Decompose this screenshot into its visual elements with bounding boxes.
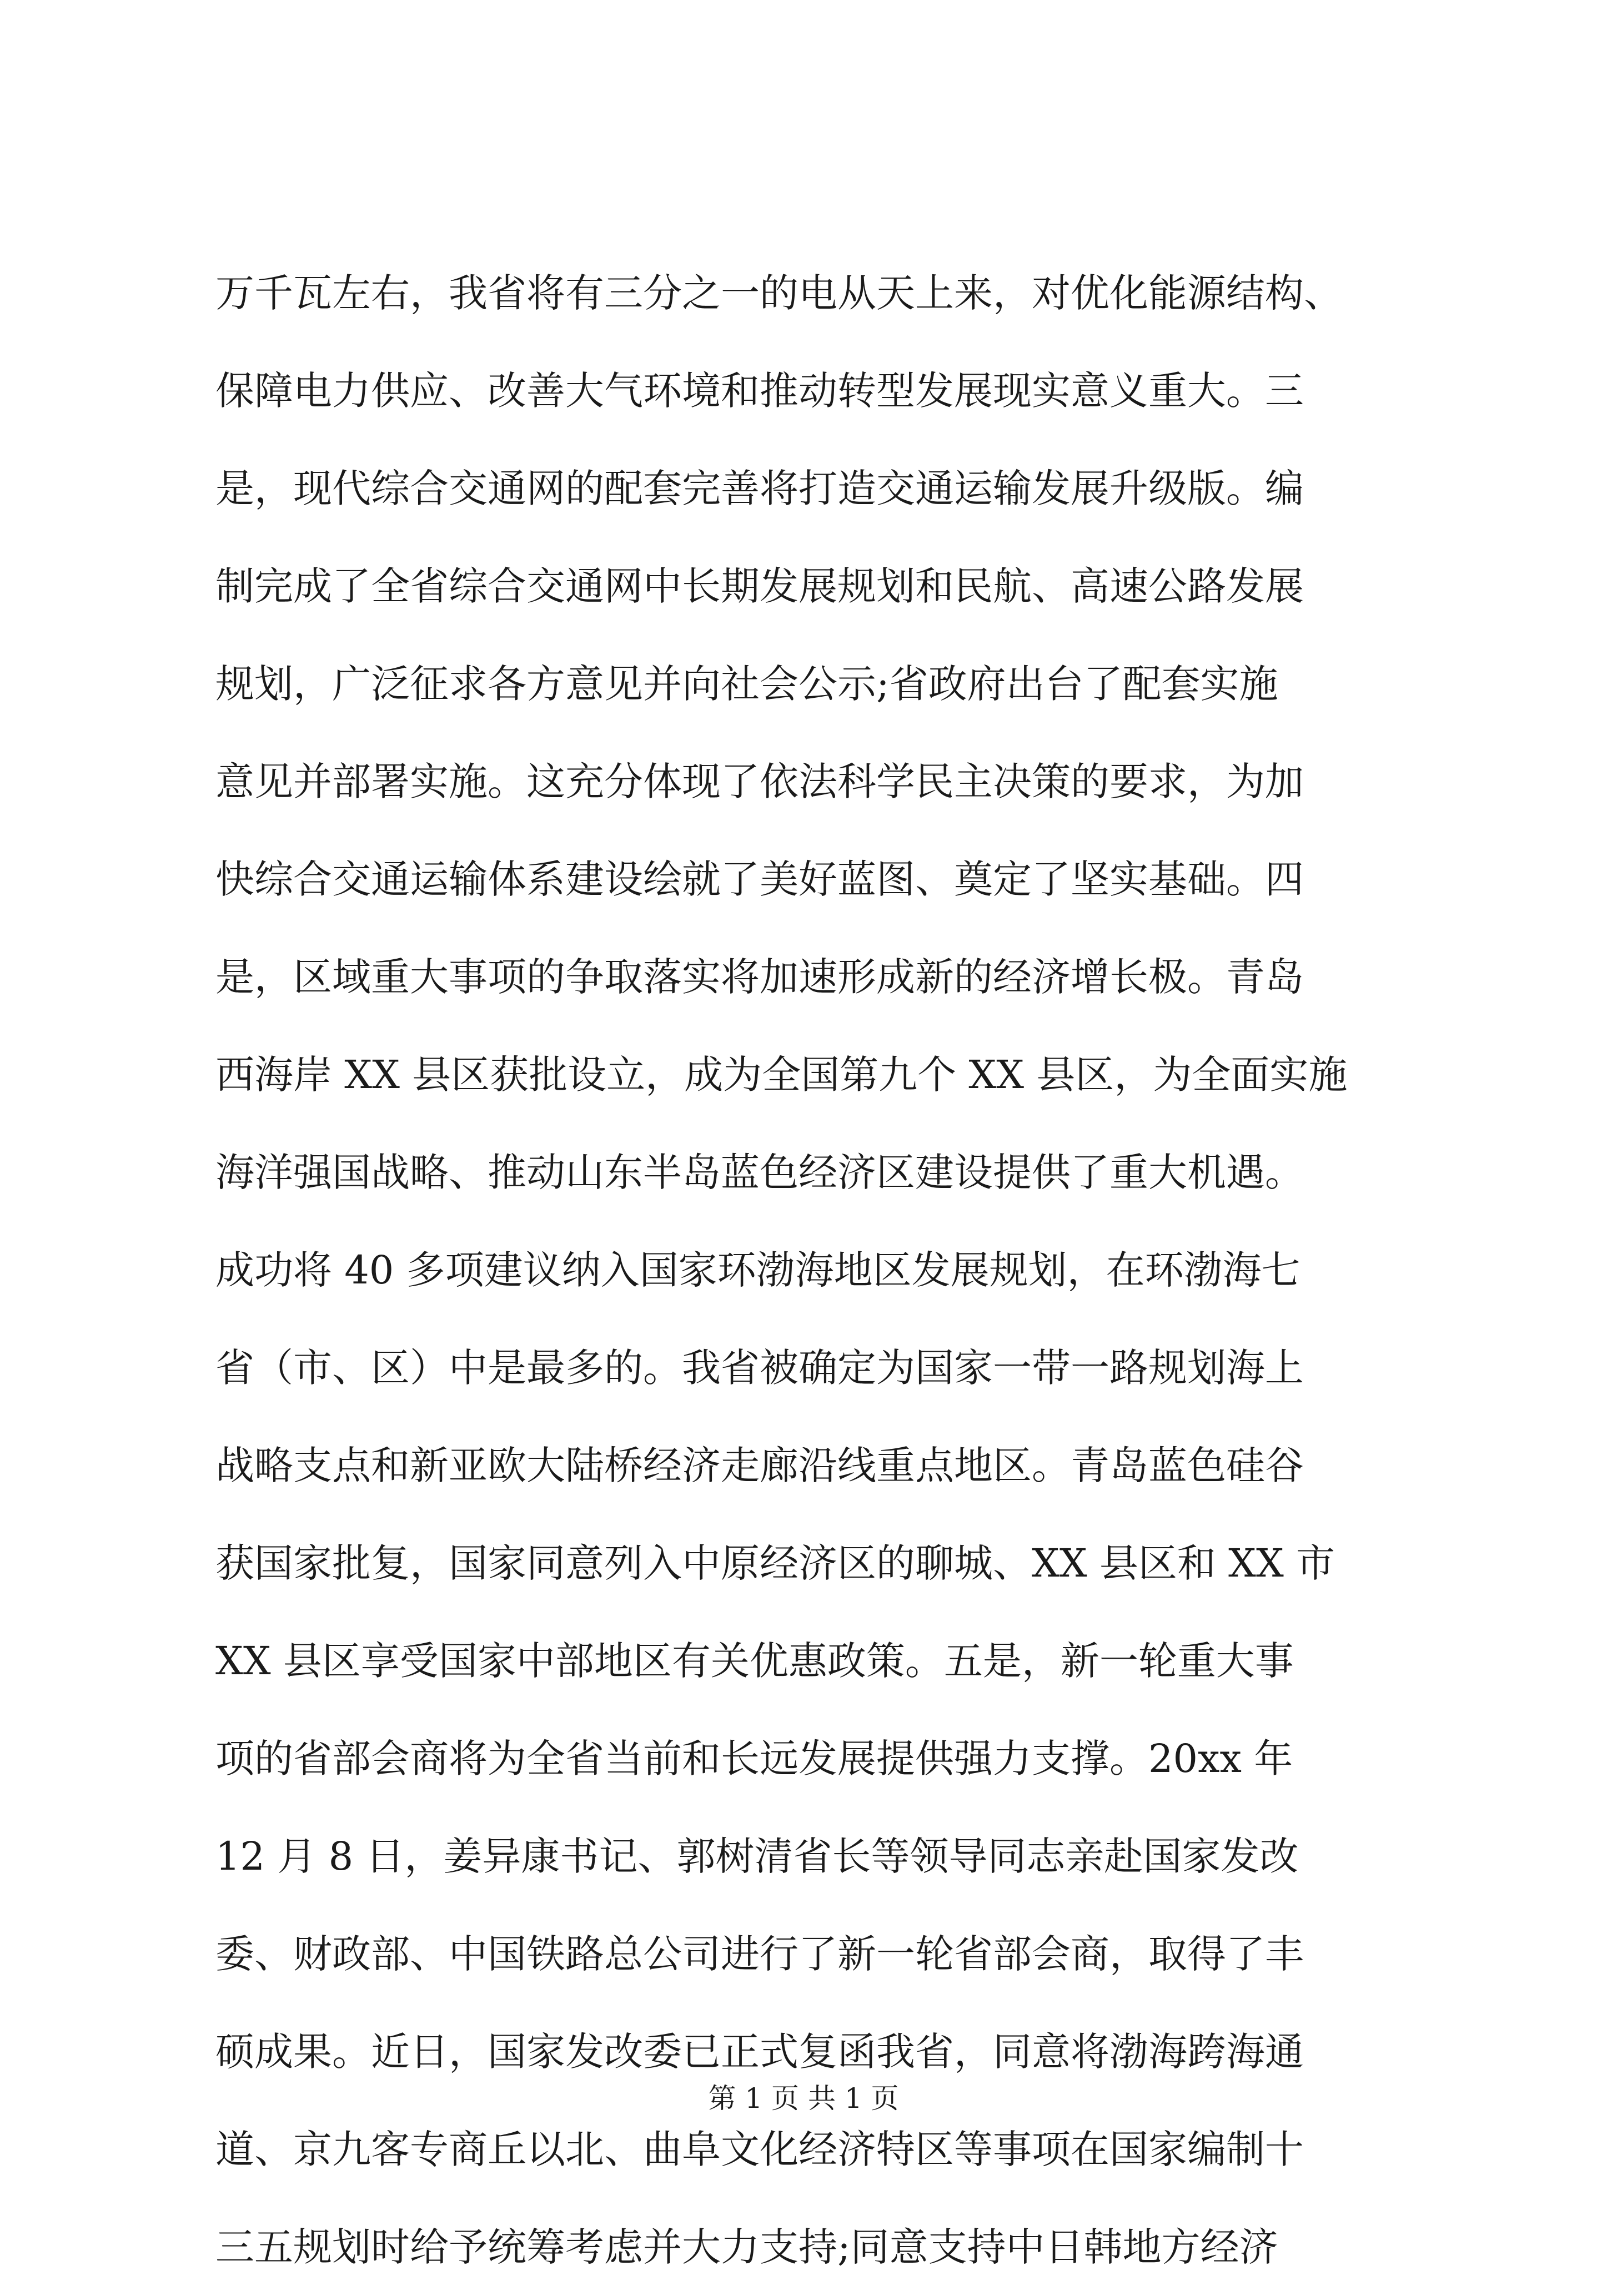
text-line: 12 月 8 日，姜异康书记、郭树清省长等领导同志亲赴国家发改 [215, 1834, 1299, 1879]
body-text [215, 244, 1409, 2296]
text-line: 快综合交通运输体系建设绘就了美好蓝图、奠定了坚实基础。四 [215, 857, 1304, 902]
page-footer: 第 1 页 共 1 页 [708, 2082, 899, 2114]
text-line: 保障电力供应、改善大气环境和推动转型发展现实意义重大。三 [215, 368, 1304, 414]
text-line: 是，区域重大事项的争取落实将加速形成新的经济增长极。青岛 [215, 954, 1304, 1000]
text-line: 成功将 40 多项建议纳入国家环渤海地区发展规划，在环渤海七 [215, 1247, 1300, 1293]
text-line: 三五规划时给予统筹考虑并大力支持;同意支持中日韩地方经济 [215, 2224, 1278, 2270]
text-line: 规划，广泛征求各方意见并向社会公示;省政府出台了配套实施 [215, 661, 1278, 707]
text-line: 西海岸 XX 县区获批设立，成为全国第九个 XX 县区，为全面实施 [215, 1052, 1348, 1097]
text-line: 道、京九客专商丘以北、曲阜文化经济特区等事项在国家编制十 [215, 2127, 1304, 2172]
text-line: 海洋强国战略、推动山东半岛蓝色经济区建设提供了重大机遇。 [215, 1150, 1304, 1195]
text-line: 制完成了全省综合交通网中长期发展规划和民航、高速公路发展 [215, 563, 1304, 609]
text-line: 项的省部会商将为全省当前和长远发展提供强力支撑。20xx 年 [215, 1736, 1293, 1781]
text-line: 意见并部署实施。这充分体现了依法科学民主决策的要求，为加 [215, 759, 1304, 804]
text-line: 获国家批复，国家同意列入中原经济区的聊城、XX 县区和 XX 市 [215, 1540, 1335, 1586]
text-line: 委、财政部、中国铁路总公司进行了新一轮省部会商，取得了丰 [215, 1931, 1304, 1977]
text-line: XX 县区享受国家中部地区有关优惠政策。五是，新一轮重大事 [215, 1638, 1294, 1684]
text-line: 万千瓦左右，我省将有三分之一的电从天上来，对优化能源结构、 [215, 270, 1343, 316]
text-line: 是，现代综合交通网的配套完善将打造交通运输发展升级版。编 [215, 466, 1304, 511]
text-line: 硕成果。近日，国家发改委已正式复函我省，同意将渤海跨海通 [215, 2029, 1304, 2075]
text-line: 战略支点和新亚欧大陆桥经济走廊沿线重点地区。青岛蓝色硅谷 [215, 1443, 1304, 1488]
text-line: 省（市、区）中是最多的。我省被确定为国家一带一路规划海上 [215, 1345, 1304, 1391]
